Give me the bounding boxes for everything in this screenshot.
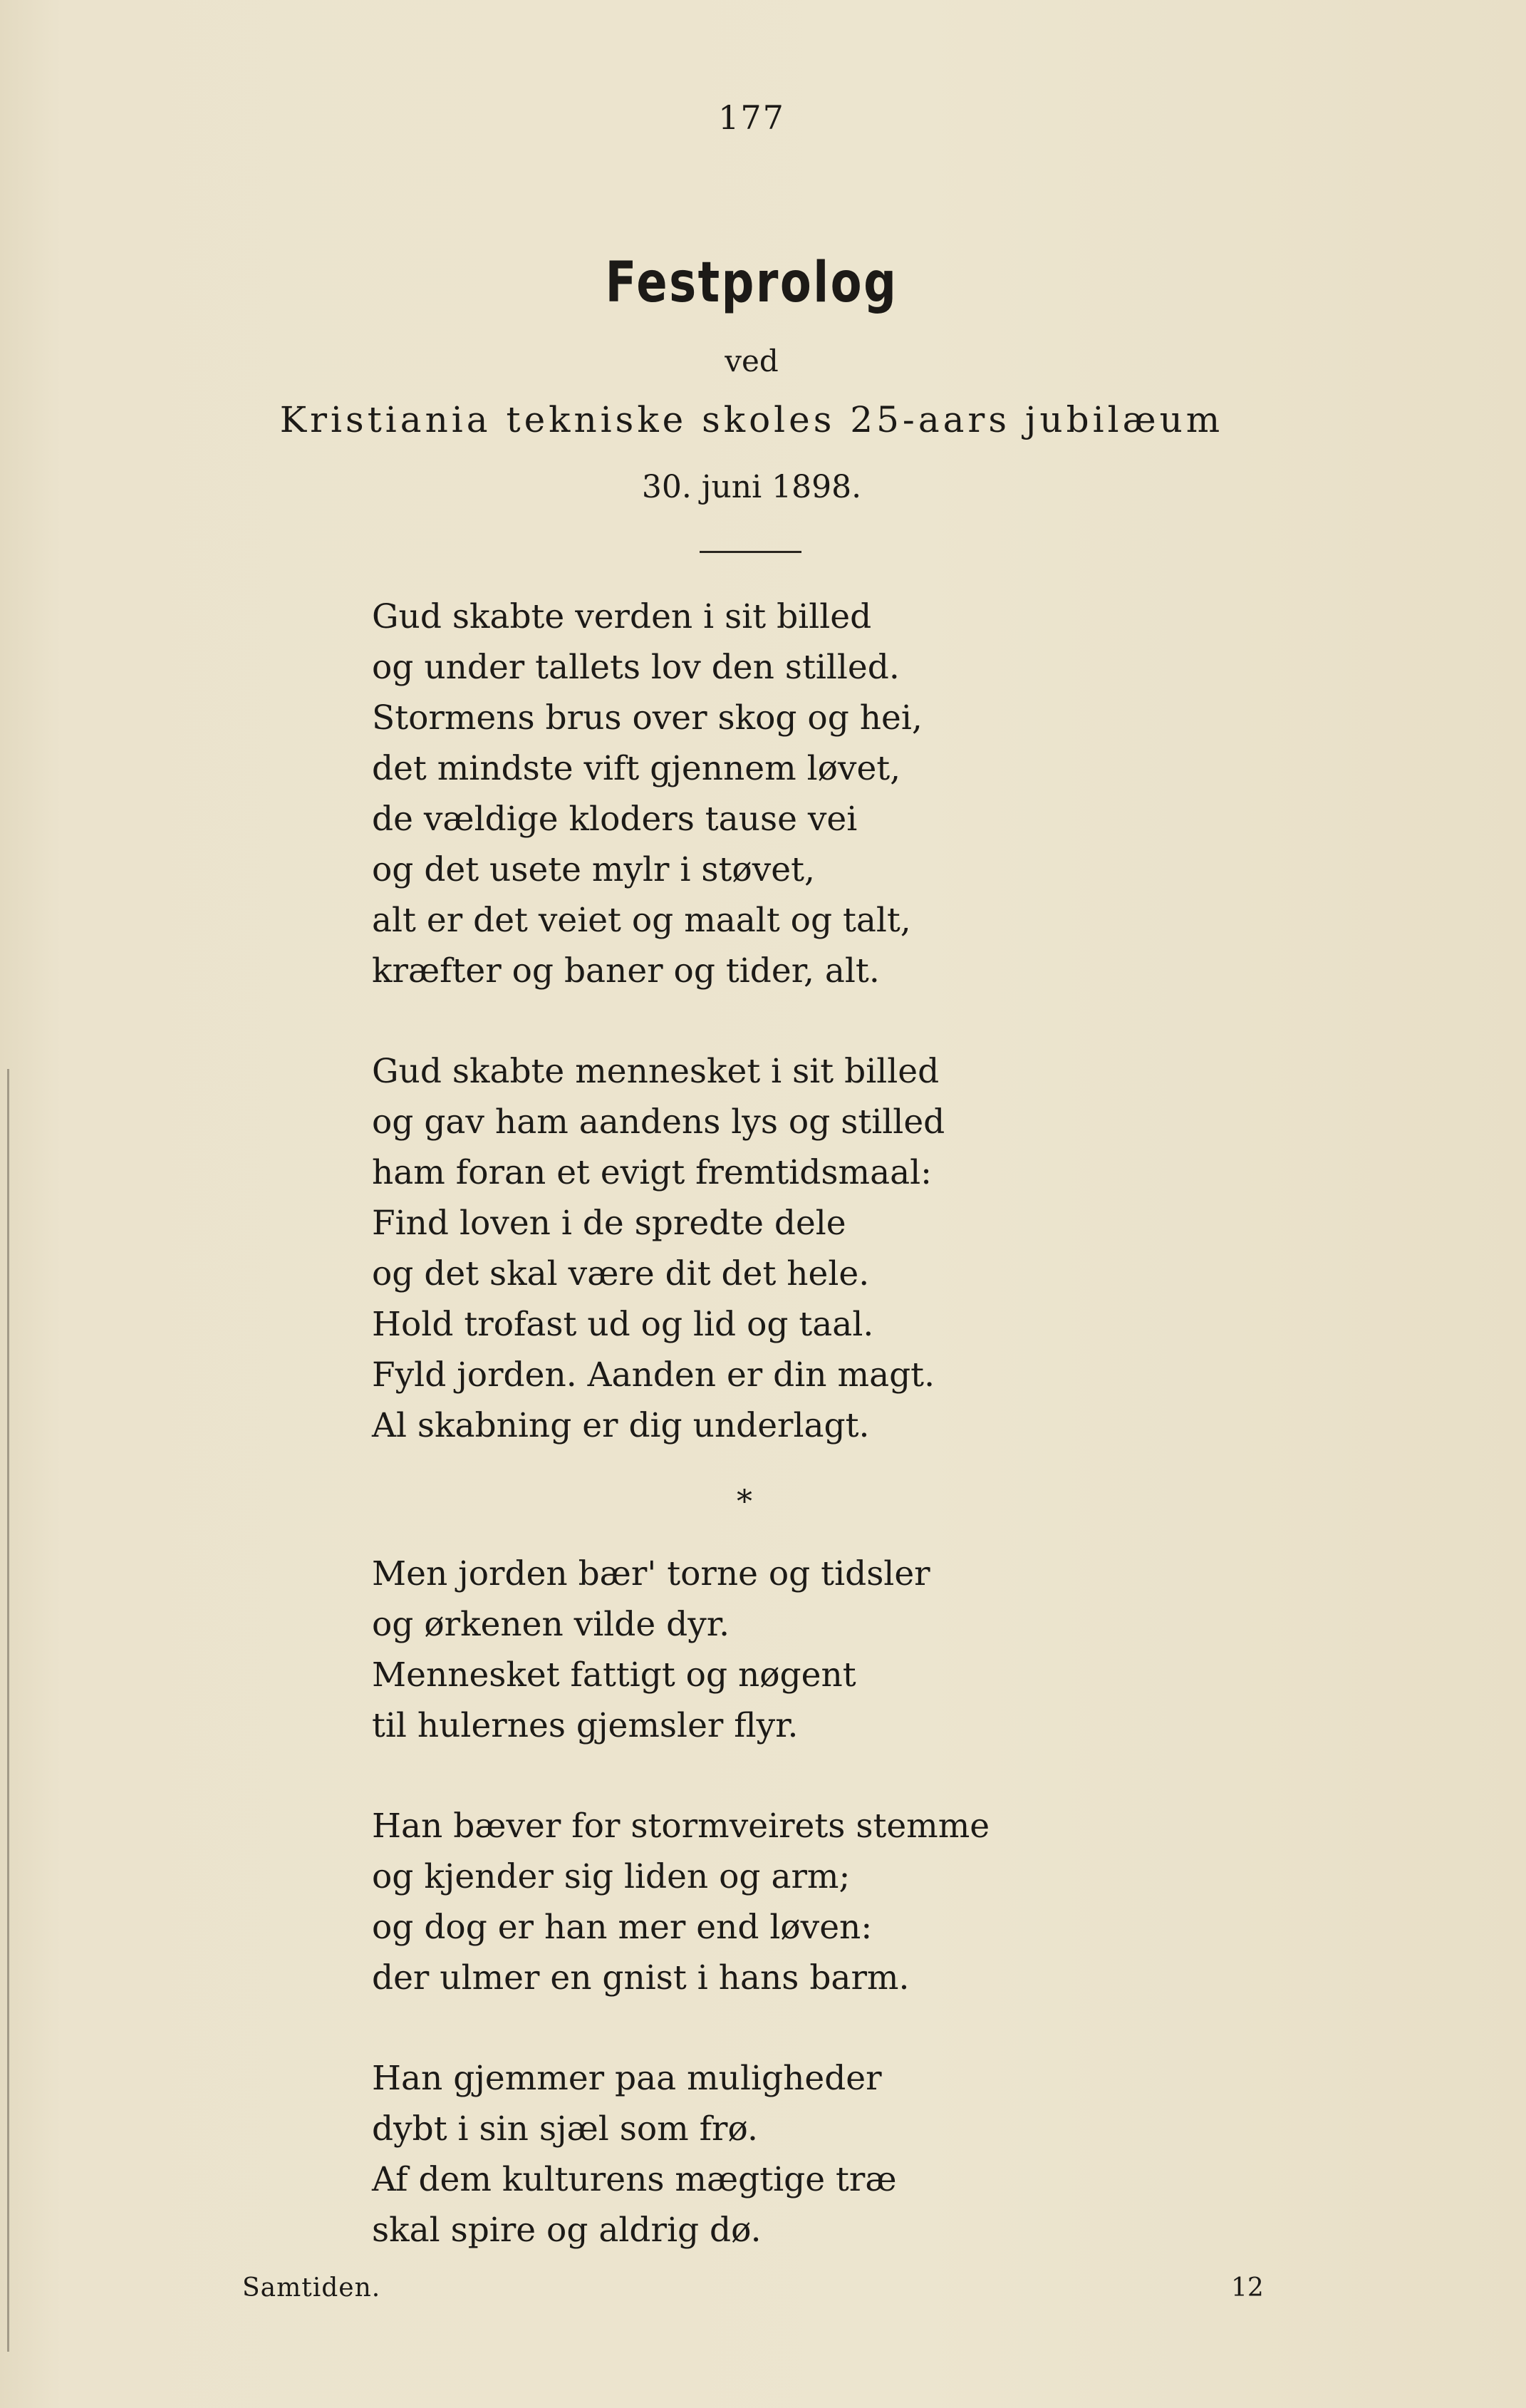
poem-line: og kjender sig liden og arm; [372, 1857, 851, 1896]
poem-line: Af dem kulturens mægtige træ [372, 2160, 897, 2199]
poem-body [372, 591, 1441, 2305]
poem-line: Stormens brus over skog og hei, [372, 698, 923, 738]
occasion-line: Kristiania tekniske skoles 25-aars jubilæum [279, 399, 1224, 440]
binding-edge [7, 1069, 9, 2352]
poem-line: Mennesket fattigt og nøgent [372, 1655, 856, 1695]
title-rule [700, 551, 801, 553]
poem-line: alt er det veiet og maalt og talt, [372, 901, 911, 940]
poem-line: og dog er han mer end løven: [372, 1908, 873, 1947]
poem-line: Gud skabte verden i sit billed [372, 597, 872, 636]
stanza-1 [372, 591, 1441, 996]
poem-line: kræfter og baner og tider, alt. [372, 951, 880, 991]
section-separator: * [737, 1484, 752, 1520]
poem-line: og det usete mylr i støvet, [372, 850, 815, 889]
poem-line: Han gjemmer paa muligheder [372, 2059, 882, 2098]
poem-line: til hulernes gjemsler flyr. [372, 1706, 799, 1745]
poem-line: ham foran et evigt fremtidsmaal: [372, 1153, 932, 1192]
signature-mark: 12 [1231, 2273, 1264, 2303]
journal-name: Samtiden. [242, 2273, 381, 2303]
stanza-5 [372, 2053, 1441, 2255]
poem-line: de vældige kloders tause vei [372, 800, 858, 839]
poem-line: og det skal være dit det hele. [372, 1254, 870, 1293]
poem-line: Gud skabte mennesket i sit billed [372, 1052, 940, 1091]
date-line: 30. juni 1898. [641, 469, 862, 505]
poem-line: og ørkenen vilde dyr. [372, 1605, 730, 1644]
poem-line: dybt i sin sjæl som frø. [372, 2109, 758, 2149]
poem-title: Festprolog [605, 251, 898, 315]
poem-line: Find loven i de spredte dele [372, 1204, 846, 1243]
poem-line: Hold trofast ud og lid og taal. [372, 1305, 874, 1344]
page-number: 177 [718, 98, 785, 137]
poem-line: og gav ham aandens lys og stilled [372, 1102, 945, 1142]
poem-line: det mindste vift gjennem løvet, [372, 749, 901, 788]
stanza-4 [372, 1801, 1441, 2003]
stanza-2 [372, 1046, 1441, 1451]
poem-line: Men jorden bær' torne og tidsler [372, 1554, 930, 1593]
poem-line: Han bæver for stormveirets stemme [372, 1807, 990, 1846]
poem-line: og under tallets lov den stilled. [372, 648, 900, 687]
poem-line: der ulmer en gnist i hans barm. [372, 1958, 910, 1998]
poem-line: skal spire og aldrig dø. [372, 2211, 762, 2250]
poem-line: Al skabning er dig underlagt. [372, 1406, 870, 1445]
poem-line: Fyld jorden. Aanden er din magt. [372, 1355, 935, 1395]
stanza-3 [372, 1549, 1441, 1751]
poem-subtitle: ved [725, 343, 779, 378]
